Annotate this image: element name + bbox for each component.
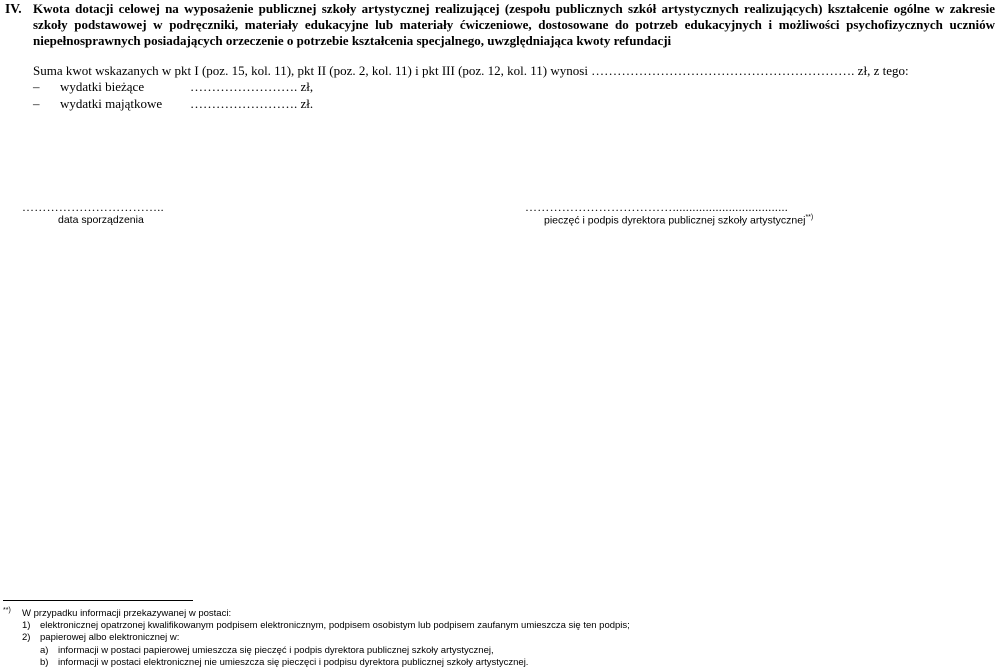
footnote-intro: W przypadku informacji przekazywanej w postaci: bbox=[22, 608, 232, 619]
current-expenses-label: wydatki bieżące bbox=[60, 79, 145, 94]
signature-label bbox=[544, 212, 813, 227]
footnote-subitem-text: informacji w postaci papierowej umieszcza się pieczęć i podpis dyrektora publicznej szkoły artystycznej, bbox=[58, 645, 494, 656]
footnote-item-number: 1) bbox=[22, 620, 31, 631]
item-dash: – bbox=[33, 96, 40, 111]
footnote-subitem-text: informacji w postaci elektronicznej nie umieszcza się pieczęci i podpisu dyrektora publicznej szkoły artystycznej. bbox=[58, 657, 529, 668]
signature-label-text: pieczęć i podpis dyrektora publicznej szkoły artystycznej bbox=[544, 214, 806, 227]
footnote-separator bbox=[3, 600, 193, 601]
footnote-subitem-letter: a) bbox=[40, 645, 49, 656]
footnote-item-text: elektronicznej opatrzonej kwalifikowanym podpisem elektronicznym, podpisem osobistym lub podpisem zaufanym umieszcza się ten podpis; bbox=[40, 620, 630, 631]
capital-expenses-label: wydatki majątkowe bbox=[60, 96, 163, 111]
item-dash: – bbox=[33, 79, 40, 94]
footnote-ref-mark: **) bbox=[805, 214, 814, 221]
date-dots: …………………………….. bbox=[22, 200, 164, 214]
capital-expenses-value: ……………………. zł. bbox=[190, 96, 314, 111]
current-expenses-value: ……………………. zł, bbox=[190, 79, 314, 94]
date-label: data sporządzenia bbox=[58, 214, 144, 226]
section-number: IV. bbox=[5, 1, 22, 16]
signature-dots: ………………………………................................... bbox=[525, 200, 789, 214]
summary-line: Suma kwot wskazanych w pkt I (poz. 15, kol. 11), pkt II (poz. 2, kol. 11) i pkt III (poz. 12, kol. 11) wynosi ……………………………………………………. zł, z tego: bbox=[33, 63, 909, 78]
footnote-item-text: papierowej albo elektronicznej w: bbox=[40, 632, 180, 643]
footnote-subitem-letter: b) bbox=[40, 657, 49, 668]
footnote-item-number: 2) bbox=[22, 632, 31, 643]
footnote-mark: **) bbox=[3, 607, 11, 614]
section-title: Kwota dotacji celowej na wyposażenie publicznej szkoły artystycznej realizującej (zespołu publicznych szkół artystycznych realizujących) kształcenie ogólne w zakresie szkoły podstawowej w podręczniki, materiały edukacyjne lub materiały ćwiczeniowe, dostosowane do potrzeb edukacyjnych i możliwości psychofizycznych uczniów niepełnosprawnych posiadających orzeczenie o potrzebie kształcenia specjalnego, uwzględniająca kwoty refundacji bbox=[33, 1, 995, 48]
